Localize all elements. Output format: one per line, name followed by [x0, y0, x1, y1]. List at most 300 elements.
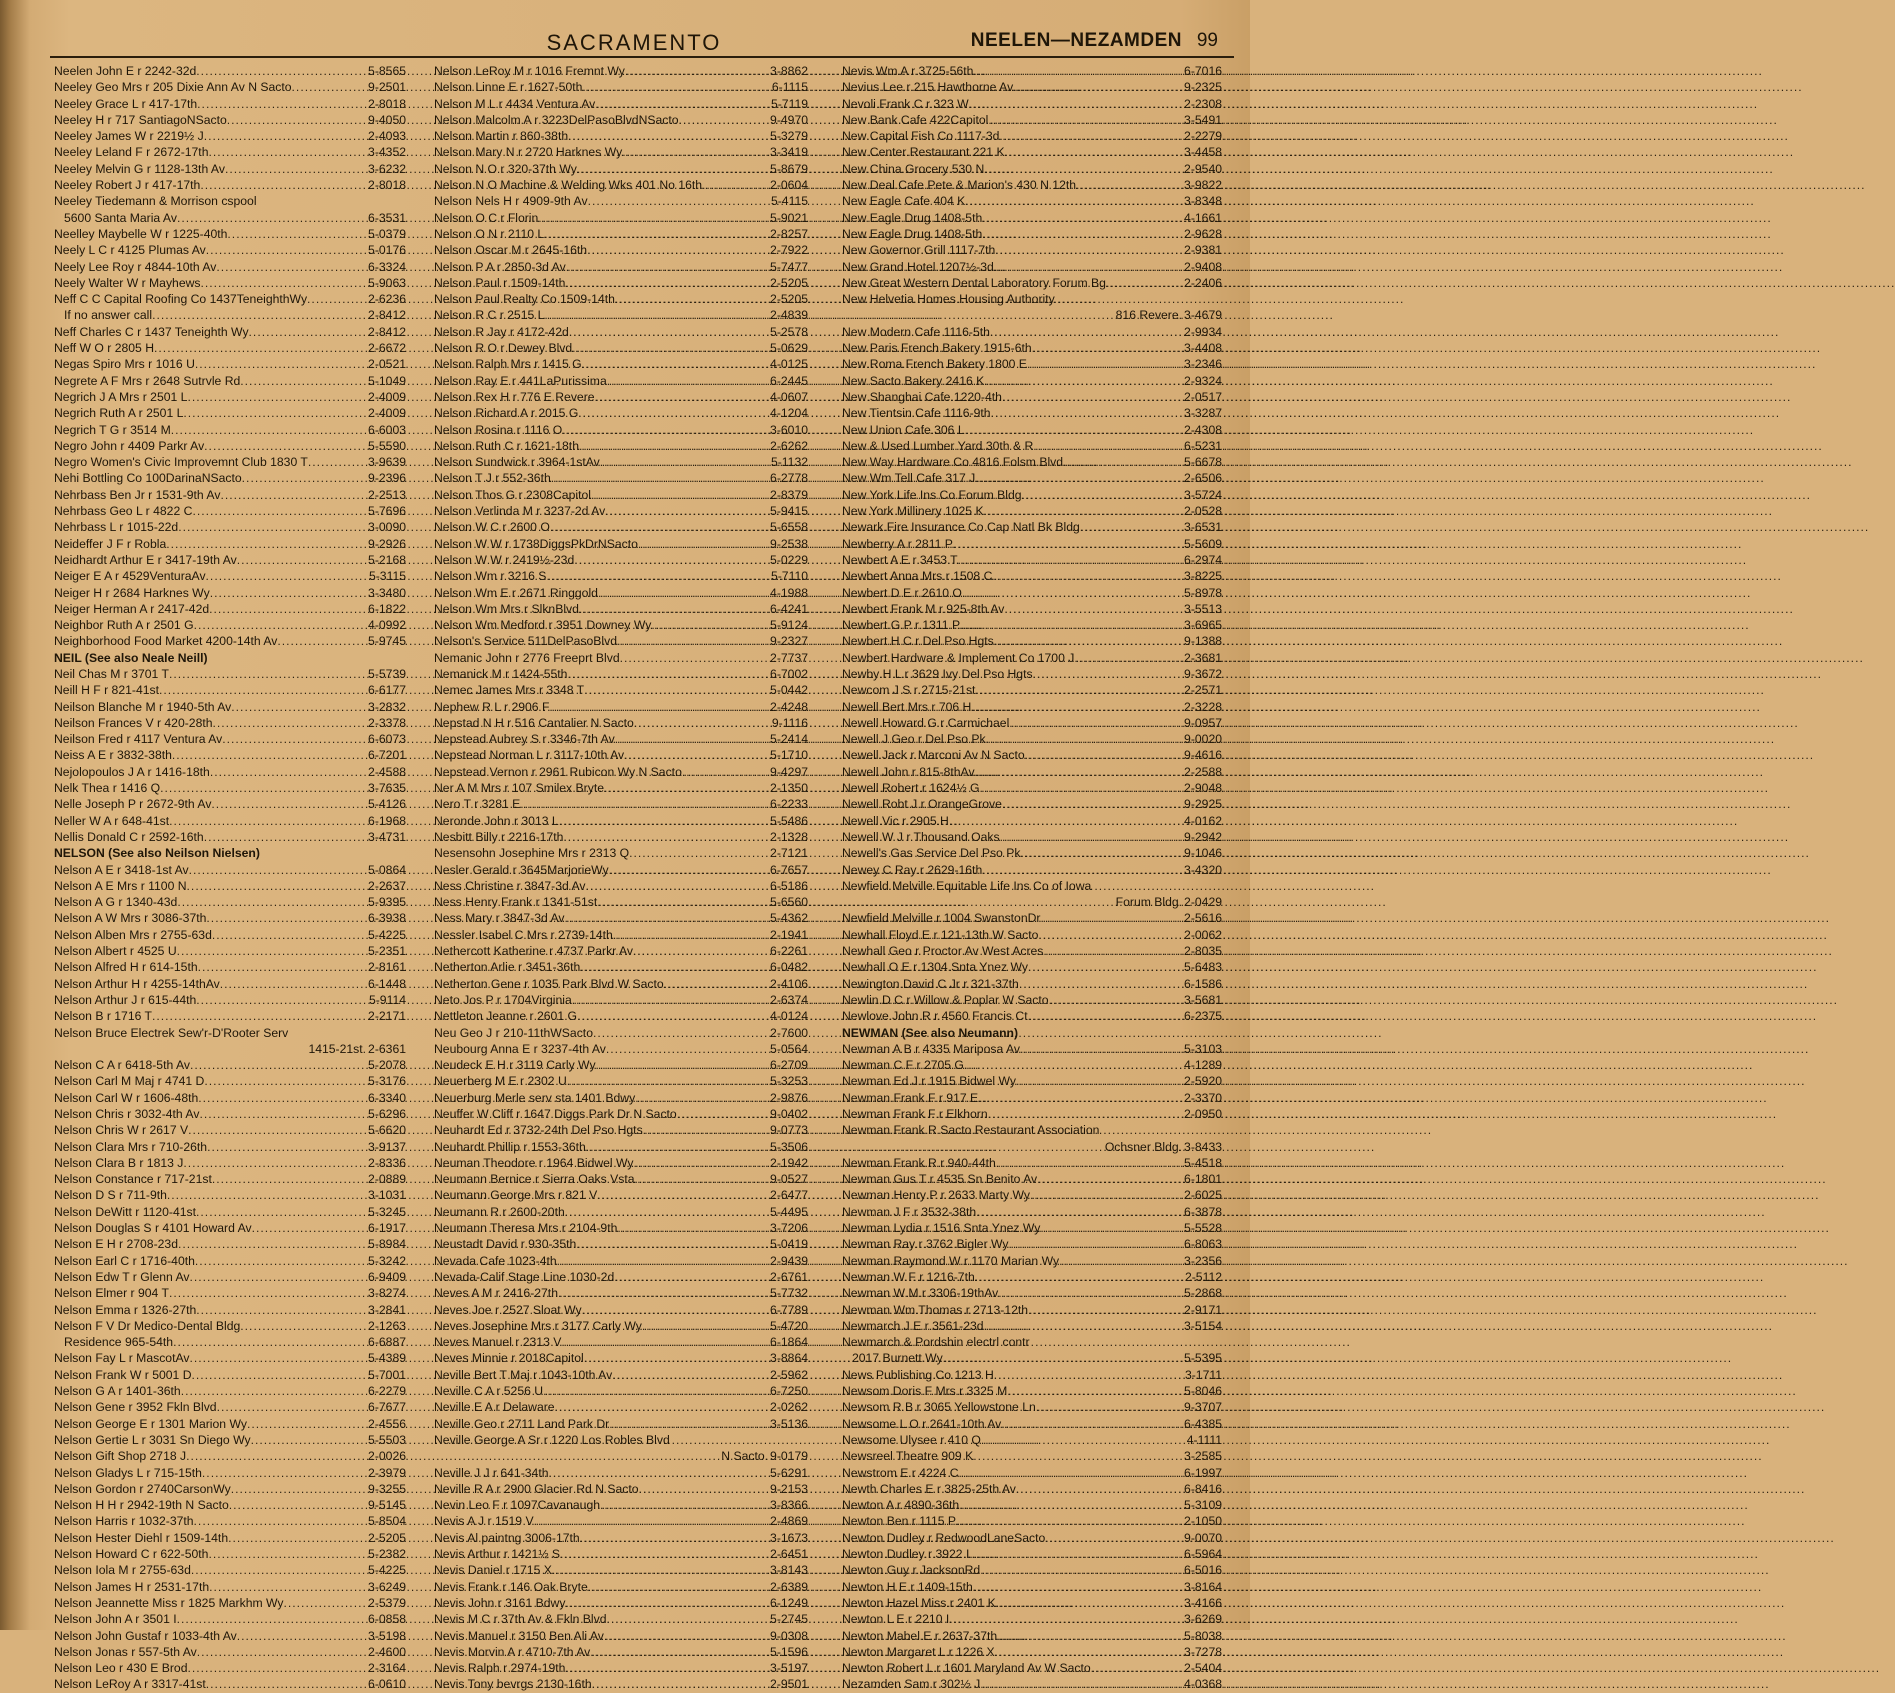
listing-entry [54, 291, 406, 307]
dot-leader [982, 226, 1183, 242]
listing-name: Nelson Emma r 1326-27th [54, 1302, 197, 1317]
dot-leader [567, 666, 769, 682]
listing-name: Newbert A E r 3453 T [842, 552, 958, 567]
listing-name: Neudeck E H r 3119 Carly Wy [434, 1058, 596, 1073]
listing-name: Newton H E r 1409-15th [842, 1579, 973, 1594]
listing-entry [842, 356, 1222, 372]
listing-name: New Center Restaurant 221 K [842, 145, 1005, 160]
listing-name: Neff C C Capital Roofing Co 1437TeneighthWy [54, 292, 308, 307]
listing-name: Neubourg Anna E r 3237-4th Av [434, 1041, 606, 1056]
listing-name: Newell W J r Thousand Oaks [842, 829, 1000, 844]
phone-number: 5-0442 [770, 683, 808, 698]
listing-entry [434, 340, 808, 356]
listing-name: If no answer call [64, 308, 153, 323]
listing-name: Newton Ben r 1115 P [842, 1514, 957, 1529]
phone-number: 6-7789 [770, 1302, 808, 1317]
listing-entry [842, 976, 1222, 992]
listing-entry [54, 1139, 406, 1155]
dot-leader [183, 405, 367, 421]
listing-entry [842, 405, 1222, 421]
listing-name: Newman Gus T r 4535 Sn Benito Av [842, 1172, 1038, 1187]
phone-number: 5-6291 [770, 1465, 808, 1480]
listing-name: Newman Ray r 3762 Bigler Wy [842, 1237, 1009, 1252]
dot-leader [576, 1236, 769, 1252]
dot-leader [212, 927, 367, 943]
phone-number: 2-6236 [368, 292, 406, 307]
dot-leader [577, 1008, 769, 1024]
dot-leader [227, 112, 367, 128]
listing-name: Newlove John R r 4560 Francis Ct [842, 1009, 1028, 1024]
phone-number: 2-2406 [1184, 275, 1222, 290]
dot-leader [538, 210, 769, 226]
listing-entry [434, 1383, 808, 1399]
dot-leader [625, 63, 769, 79]
phone-number: 5-0864 [368, 862, 406, 877]
listing-name: 816 Revere [1115, 308, 1179, 323]
dot-leader [984, 373, 1183, 389]
listing-entry [54, 79, 406, 95]
listing-name: Nesensohn Josephine Mrs r 2313 Q [434, 846, 630, 861]
dot-leader [1074, 650, 1183, 666]
phone-number: 3-8862 [770, 64, 808, 78]
page-number: 99 [1196, 30, 1218, 51]
listing-name: Nelson Albert r 4525 U [54, 944, 177, 959]
listing-entry [54, 63, 406, 79]
listing-entry [54, 1285, 406, 1301]
phone-number: 5-2168 [368, 552, 406, 567]
listing-name: Nelson Rosina r 1116 O [434, 422, 563, 437]
phone-number: 6-3324 [368, 259, 406, 274]
dot-leader [588, 1579, 769, 1595]
listing-entry [54, 715, 406, 731]
listing-entry [842, 568, 1222, 584]
phone-number: 9-1046 [1184, 846, 1222, 861]
dot-leader [177, 894, 367, 910]
listing-entry [54, 1611, 406, 1627]
listing-entry [434, 862, 808, 878]
listing-name: Nezamden Sam r 302½ J [842, 1677, 981, 1692]
phone-number: 5-5590 [368, 438, 406, 453]
phone-number: 3-0090 [368, 520, 406, 535]
phone-number: 9-5145 [368, 1498, 406, 1513]
listing-entry [54, 112, 406, 128]
listing-entry [54, 585, 406, 601]
dot-leader [981, 1432, 1186, 1448]
listing-name: Newell Bert Mrs r 706 H [842, 699, 972, 714]
phone-number: 6-2974 [1184, 552, 1222, 567]
listing-entry [54, 1546, 406, 1562]
phone-number: 3-6531 [1184, 520, 1222, 535]
listing-entry [842, 1350, 1222, 1366]
phone-number: 3-8143 [770, 1563, 808, 1578]
listing-entry [842, 910, 1222, 926]
phone-number: 9-0179 [770, 1449, 808, 1464]
dot-leader [308, 454, 367, 470]
listing-entry [54, 796, 406, 812]
phone-number: 3-2832 [368, 699, 406, 714]
phone-number: 2-0429 [1184, 895, 1222, 910]
listing-entry [842, 1155, 1222, 1171]
phone-number: 2-8161 [368, 960, 406, 975]
dot-leader [973, 63, 1183, 79]
listing-name: Nevis Daniel r 1715 X [434, 1563, 552, 1578]
phone-number: 9-0308 [770, 1628, 808, 1643]
dot-leader [624, 747, 769, 763]
listing-name: New Eagle Drug 1408-5th [842, 210, 983, 225]
listing-name: Nelson Nels H r 4909-9th Av [434, 194, 588, 209]
listing-entry [842, 1139, 1222, 1155]
listing-name: Newell Robt J r OrangeGrove [842, 797, 1002, 812]
dot-leader [574, 552, 769, 568]
phone-number: 2-9501 [770, 1677, 808, 1692]
listing-name: Newton Margaret L r 1226 X [842, 1644, 995, 1659]
listing-name: Nelson R Jay r 4172-42d [434, 324, 569, 339]
phone-number: 6-5964 [1184, 1547, 1222, 1562]
listing-name: Nelk Thea r 1416 Q [54, 781, 161, 796]
listing-name: Nethercott Katherine r 4737 Parkr Av [434, 944, 633, 959]
dot-leader [998, 1285, 1183, 1301]
listing-entry [434, 177, 808, 193]
dot-leader [586, 1139, 769, 1155]
dot-leader [204, 438, 367, 454]
listing-entry [54, 389, 406, 405]
phone-number: 5-5609 [1184, 536, 1222, 551]
listing-entry [842, 1302, 1222, 1318]
phone-number: 6-5186 [770, 878, 808, 893]
phone-number: 2-3370 [1184, 1090, 1222, 1105]
dot-leader [975, 470, 1183, 486]
listing-entry [54, 1676, 406, 1692]
listing-name: Nelson James H r 2531-17th [54, 1579, 210, 1594]
listing-name: Negro Women's Civic Improvemnt Club 1830 T [54, 455, 308, 470]
phone-number: 5-6558 [770, 520, 808, 535]
phone-number: 3-4679 [1184, 308, 1222, 323]
listing-entry [54, 340, 406, 356]
listing-entry [54, 1383, 406, 1399]
listing-entry [54, 633, 406, 649]
dot-leader [990, 324, 1183, 340]
dot-leader [186, 1448, 367, 1464]
dot-leader [565, 910, 770, 926]
listing-name: Newman C F r 2705 G [842, 1058, 964, 1073]
listing-entry [842, 112, 1222, 128]
listing-entry [842, 1318, 1222, 1334]
listing-entry [434, 650, 808, 666]
dot-leader [196, 992, 368, 1008]
phone-number: 2-9540 [1184, 161, 1222, 176]
listing-name: Nesler Gerald r 3645MarjorieWy [434, 862, 609, 877]
listing-name: Newman J F r 3532-38th [842, 1204, 977, 1219]
phone-number: 2-0026 [368, 1449, 406, 1464]
dot-leader [160, 780, 367, 796]
listing-entry [54, 275, 406, 291]
phone-number: 9-4050 [368, 112, 406, 127]
listing-entry [842, 666, 1222, 682]
listing-entry [54, 1465, 406, 1481]
listing-entry [842, 422, 1222, 438]
phone-number: 2-3228 [1184, 699, 1222, 714]
listing-entry [54, 1562, 406, 1578]
listing-name: NEIL (See also Neale Neill) [54, 650, 208, 665]
listing-name: Newman Raymond W r 1170 Marian Wy [842, 1253, 1060, 1268]
phone-number: 2-8412 [368, 308, 406, 323]
listing-name: Newbert Hardware & Implement Co 1700 J [842, 650, 1075, 665]
listing-name: New Roma French Bakery 1800 E [842, 357, 1027, 372]
listing-name: Newell's Gas Service Del Pso Pk [842, 846, 1021, 861]
listing-entry [434, 731, 808, 747]
phone-number: 5-9745 [368, 634, 406, 649]
listing-name: Nelson A W Mrs r 3086-37th [54, 911, 207, 926]
phone-number: 5-0229 [770, 552, 808, 567]
phone-number: 6-6003 [368, 422, 406, 437]
phone-number: 2-6477 [770, 1188, 808, 1203]
phone-number: 6-4241 [770, 601, 808, 616]
listing-entry [842, 682, 1222, 698]
dot-leader [565, 1204, 769, 1220]
phone-number: 5-1596 [770, 1644, 808, 1659]
phone-number: 3-5136 [770, 1416, 808, 1431]
dot-leader [204, 1073, 367, 1089]
phone-number: 3-4320 [1184, 862, 1222, 877]
dot-leader [563, 829, 769, 845]
dot-leader [206, 1676, 367, 1692]
listing-name: Nelson F V Dr Medico-Dental Bldg [54, 1318, 241, 1333]
dot-leader [173, 1334, 367, 1350]
listing-name: New Governor Grill 1117-7th [842, 243, 996, 258]
listing-name: Neeley Robert J r 417-17th [54, 178, 201, 193]
phone-number: 9-2153 [770, 1481, 808, 1496]
listing-entry [434, 487, 808, 503]
listing-entry [842, 1611, 1222, 1627]
listing-name: Neilson Blanche M r 1940-5th Av [54, 699, 232, 714]
phone-number: 6-2778 [770, 471, 808, 486]
listing-entry [842, 747, 1222, 763]
dot-leader [559, 813, 769, 829]
listing-name: Ness Henry Frank r 1341-51st [434, 895, 598, 910]
dot-leader [999, 128, 1183, 144]
listing-name: Neves Manuel r 2313 V [434, 1335, 562, 1350]
listing-entry [434, 63, 808, 79]
phone-number: 6-2445 [770, 373, 808, 388]
listing-name: Negrete A F Mrs r 2648 Sutrvle Rd [54, 373, 241, 388]
phone-number: 5-9021 [770, 210, 808, 225]
listing-entry [54, 1025, 406, 1041]
dot-leader [617, 633, 769, 649]
listing-name: 1415-21st [308, 1041, 363, 1056]
listing-name: Neelen John E r 2242-32d [54, 64, 197, 78]
listing-name: Newton Dudley r 3922 I [842, 1547, 970, 1562]
listing-name: Nelson Clara B r 1813 J [54, 1155, 184, 1170]
listing-entry [434, 715, 808, 731]
listing-entry [434, 1171, 808, 1187]
listing-entry [54, 813, 406, 829]
dot-leader [965, 422, 1183, 438]
listing-entry [434, 128, 808, 144]
listing-name: Newell Howard G r Carmichael [842, 715, 1010, 730]
listing-entry [54, 128, 406, 144]
phone-number: 4-0368 [1184, 1677, 1222, 1692]
listing-entry [842, 1008, 1222, 1024]
listing-entry [434, 454, 808, 470]
listing-entry [434, 1628, 808, 1644]
listing-name: New Wm Tell Cafe 317 J [842, 471, 976, 486]
phone-number: 2-1942 [770, 1155, 808, 1170]
listing-name: Neiss A E r 3832-38th [54, 748, 172, 763]
listing-entry [54, 845, 406, 861]
dot-leader [307, 291, 367, 307]
listing-name: Neu Geo J r 210-11thWSacto [434, 1025, 593, 1040]
dot-leader [600, 1497, 769, 1513]
listing-entry [54, 959, 406, 975]
listing-entry [54, 96, 406, 112]
listing-entry [434, 666, 808, 682]
listing-name: Nelson Earl C r 1716-40th [54, 1253, 195, 1268]
listing-name: NEWMAN (See also Neumann) [842, 1025, 1019, 1040]
dot-leader [958, 552, 1183, 568]
listing-name: Neto Jos P r 1704Virginia [434, 992, 572, 1007]
listing-entry [54, 699, 406, 715]
dot-leader [609, 862, 769, 878]
phone-number: 6-5016 [1184, 1563, 1222, 1578]
phone-number: 5-3103 [1184, 1041, 1222, 1056]
listing-name: Newsreel Theatre 909 K [842, 1449, 974, 1464]
listing-entry [54, 1416, 406, 1432]
listing-entry [842, 1334, 1222, 1350]
listing-name: Neumann George Mrs r 821 V [434, 1188, 598, 1203]
phone-number: 5-4495 [770, 1204, 808, 1219]
phone-number: 5-0419 [770, 1237, 808, 1252]
listing-name: Nelson Martin r 860-38th [434, 129, 569, 144]
listing-entry [842, 210, 1222, 226]
listing-name: Neville Bert T Maj r 1043-10th Av [434, 1367, 613, 1382]
dot-leader [195, 1253, 367, 1269]
dot-leader [1016, 1073, 1183, 1089]
listing-name: Nevis Arthur r 1421½ S [434, 1547, 560, 1562]
listing-entry [54, 1041, 406, 1057]
listing-name: Newton Robert L r 1601 Maryland Av W Sacto [842, 1661, 1091, 1676]
phone-number: 5-4362 [770, 911, 808, 926]
phone-number: 6-1997 [1184, 1465, 1222, 1480]
listing-entry [434, 1253, 808, 1269]
dot-leader [208, 1546, 367, 1562]
phone-number: 9-4970 [770, 112, 808, 127]
dot-leader [189, 1350, 367, 1366]
dot-leader [210, 585, 367, 601]
dot-leader [605, 503, 769, 519]
listing-entry [434, 291, 808, 307]
dot-leader [598, 585, 769, 601]
listing-name: New Way Hardware Co 4816 Folsm Blvd [842, 455, 1064, 470]
phone-number: 5-6560 [770, 895, 808, 910]
listing-name: Nelson John Gustaf r 1033-4th Av [54, 1628, 237, 1643]
listing-name: Nelson Wm r 3216 S [434, 569, 547, 584]
listing-name: New Shanghai Cafe 1220-4th [842, 389, 1002, 404]
listing-name: Newby H L r 3629 Ivy Del Pso Hgts [842, 666, 1033, 681]
phone-number: 5-6620 [368, 1123, 406, 1138]
dot-leader [177, 1611, 367, 1627]
dot-leader [982, 862, 1183, 878]
listing-entry [842, 1530, 1222, 1546]
phone-number: 5-7110 [770, 569, 808, 584]
listing-entry [842, 96, 1222, 112]
phone-number: 4-0162 [1184, 813, 1222, 828]
listing-name: Newell Jack r Marconi Av N Sacto [842, 748, 1025, 763]
dot-leader [551, 470, 769, 486]
listing-entry [54, 1236, 406, 1252]
listing-entry [842, 1546, 1222, 1562]
listing-entry [842, 128, 1222, 144]
dot-leader [1019, 976, 1183, 992]
listing-entry [842, 1497, 1222, 1513]
dot-leader [194, 617, 367, 633]
dot-leader [996, 1595, 1183, 1611]
listing-entry [842, 1073, 1222, 1089]
listing-entry [842, 1448, 1222, 1464]
listing-name: Nelson Iola M r 2755-63d [54, 1563, 191, 1578]
listing-name: Newton L E r 2210 I [842, 1612, 950, 1627]
dot-leader [1063, 454, 1183, 470]
dot-leader [1080, 519, 1183, 535]
listing-name: Nellis Donald C r 2592-16th [54, 829, 204, 844]
dot-leader [216, 259, 367, 275]
listing-name: Nelson Linne E r 1627-50th [434, 80, 583, 95]
dot-leader [949, 1611, 1183, 1627]
dot-leader [572, 340, 769, 356]
listing-name: Netherton Gene r 1035 Park Blvd W Sacto [434, 976, 664, 991]
listing-name: Negro John r 4409 Parkr Av [54, 438, 205, 453]
listing-entry [434, 829, 808, 845]
phone-number: 2-4106 [770, 976, 808, 991]
phone-number: 6-2375 [1184, 1009, 1222, 1024]
listing-entry [842, 715, 1222, 731]
listing-entry [842, 1465, 1222, 1481]
dot-leader [984, 503, 1183, 519]
listing-name: Newfield Melville Equitable Life Ins Co of Iowa [842, 878, 1092, 893]
phone-number: 3-5513 [1184, 601, 1222, 616]
dot-leader [960, 617, 1183, 633]
dot-leader [986, 731, 1183, 747]
listing-entry [434, 470, 808, 486]
listing-name: Newbert Frank M r 925-8th Av [842, 601, 1005, 616]
listing-name: Nelle Joseph P r 2672-9th Av [54, 797, 212, 812]
listing-entry [434, 585, 808, 601]
dot-leader [166, 536, 367, 552]
phone-number: 5-8565 [368, 64, 406, 78]
listing-name: Neumann Theresa Mrs r 2104-9th [434, 1221, 618, 1236]
listing-name: News Publishing Co 1213 H [842, 1367, 994, 1382]
phone-number: 5-5503 [368, 1432, 406, 1447]
dot-leader [159, 682, 367, 698]
dot-leader [217, 1399, 367, 1415]
listing-name: Nemanic John r 2776 Freeprt Blvd [434, 650, 620, 665]
listing-name: Ner A M Mrs r 107 Smilex Bryte [434, 781, 604, 796]
listing-name: Nehrbass Ben Jr r 1531-9th Av [54, 487, 221, 502]
listing-entry [842, 1253, 1222, 1269]
dot-leader [595, 389, 770, 405]
listing-entry [54, 1481, 406, 1497]
dot-leader [198, 1090, 367, 1106]
listing-name: New Helvetia Homes Housing Authority [842, 292, 1055, 307]
phone-number: 3-7278 [1184, 1644, 1222, 1659]
dot-leader [613, 927, 769, 943]
dot-leader [209, 601, 367, 617]
phone-number: 5-2745 [770, 1612, 808, 1627]
phone-number: 2-8412 [368, 324, 406, 339]
listing-entry [842, 552, 1222, 568]
dot-leader [580, 1530, 769, 1546]
dot-leader [195, 356, 367, 372]
listing-name: Nelson A E r 3418-1st Av [54, 862, 189, 877]
